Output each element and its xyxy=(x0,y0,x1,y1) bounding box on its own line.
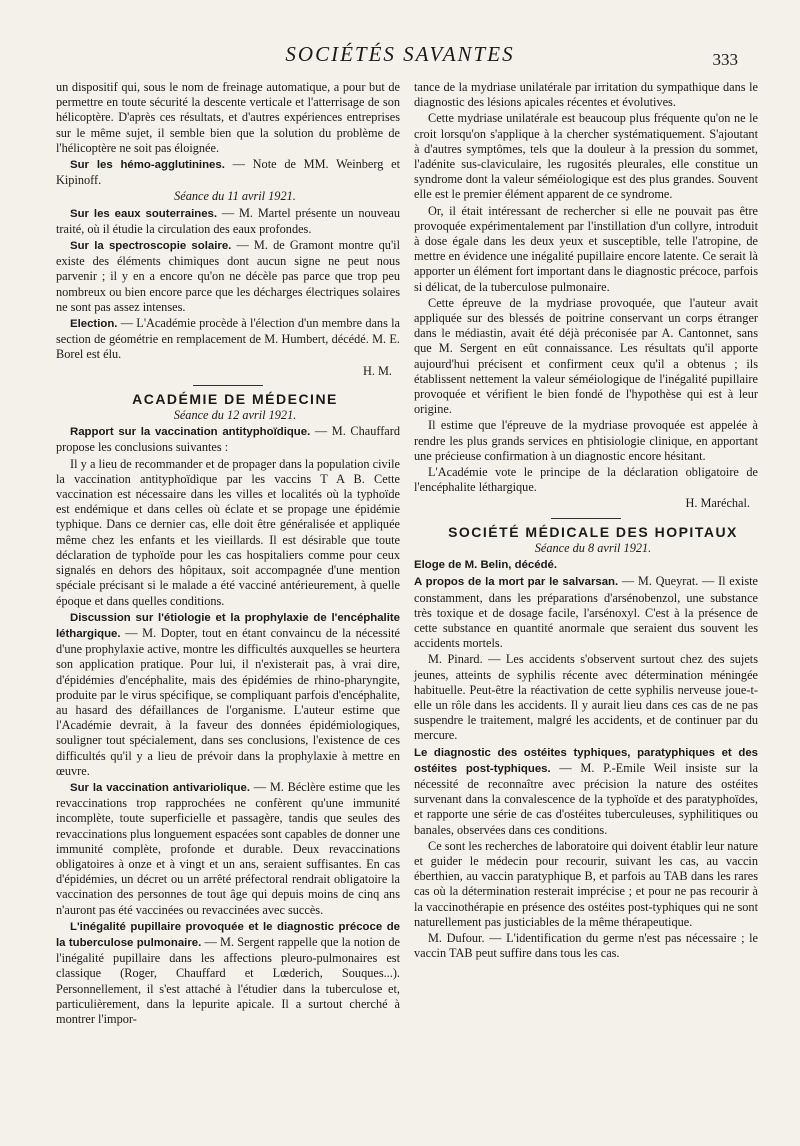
session-date: Séance du 11 avril 1921. xyxy=(174,189,296,204)
paragraph: M. Dufour. — L'identification du germe n'est pas nécessaire ; le vaccin TAB peut suffire dans tous les cas. xyxy=(414,930,758,961)
page-number: 333 xyxy=(712,50,738,69)
paragraph: Rapport sur la vaccination antityphoïdique. — M. Chauffard propose les conclusions suivantes : xyxy=(56,424,401,455)
divider xyxy=(551,518,621,519)
paragraph: tance de la mydriase unilatérale par irritation du sympathique dans le diagnostic des lésions apicales récentes et évolutives. xyxy=(414,80,758,110)
item-heading: Discussion sur l'étiologie et la prophylaxie de l'encéphalite léthargique. xyxy=(56,611,400,640)
item-heading: Eloge de M. Belin, décédé. xyxy=(414,559,558,572)
divider xyxy=(193,385,263,386)
left-column xyxy=(56,80,400,1028)
paragraph xyxy=(414,557,758,573)
section-title: ACADÉMIE DE MÉDECINE xyxy=(132,390,338,407)
item-heading: Le diagnostic des ostéites typhiques, paratyphiques et des ostéites post-typhiques. xyxy=(414,746,758,775)
paragraph: Cette épreuve de la mydriase provoquée, que l'auteur avait appliquée sur des blessés de poitrine conservant un corps étranger dans le médiastin, avait été déjà préconisée par A. Cantonnet, sans que M. Sergent en eût connaissance. Les résultats qu'il apporte aujourd'hui précisent et confirment ceux qu'il a obtenus ; ils établissent nettement la valeur séméiologique de l'inégalité pupillaire provoquée et vérifient le bien fondé de l'hypothèse qui est à leur origine. xyxy=(414,295,758,417)
paragraph: Cette mydriase unilatérale est beaucoup plus fréquente qu'on ne le croit lorsqu'on s'applique à la chercher systématiquement. S'ajoutant à d'autres symptômes, tels que la douleur à la pression du sommet, l'adénite sus-claviculaire, les rugosités pleurales, elle constitue un syndrome dont la valeur séméiologique est des plus grandes. Souvent elle est le premier élément apparent de ce syndrome. xyxy=(414,111,758,202)
session-date: Séance du 8 avril 1921. xyxy=(534,540,652,555)
signature: H. Maréchal. xyxy=(685,496,750,511)
section-title: SOCIÉTÉ MÉDICALE DES HOPITAUX xyxy=(448,523,738,540)
page-header xyxy=(0,42,800,74)
paragraph: Sur les hémo-agglutinines. — Note de MM. Weinberg et Kipinoff. xyxy=(56,157,400,188)
item-heading: L'inégalité pupillaire provoquée et le diagnostic précoce de la tuberculose pulmonaire. xyxy=(56,920,400,949)
paragraph: Election. — L'Académie procède à l'élection d'un membre dans la section de géométrie en remplacement de M. Humbert, décédé. M. E. Borel est élu. xyxy=(56,316,400,362)
paragraph: Sur la spectroscopie solaire. — M. de Gramont montre qu'il existe des éléments chimiques dont aucun signe ne peut nous parvenir ; il y en a encore qu'on ne décèle pas parce que trop peu nombreux ou bien encore parce que les décharges électriques solaires ne sont pas assez intenses. xyxy=(56,238,401,314)
item-heading: Rapport sur la vaccination antityphoïdique. xyxy=(70,426,311,439)
item-heading: Sur les hémo-agglutinines. xyxy=(70,159,225,172)
signature: H. M. xyxy=(362,363,392,378)
paragraph: Il y a lieu de recommander et de propager dans la population civile la vaccination antityphoïdique par les vaccins T A B. Cette vaccination est nécessaire dans les villes et localités où la typhoïde est endémique et dans celles où éclate et se propage une épidémie typhique. Dans ce dernier cas, elle doit être généralisée et appliquée même chez les enfants et les vieillards. Il est désirable que toute déclaration de typhoïde pour les cas hospitaliers comme pour ceux signalés en dehors des hôpitaux, soit accompagnée d'une mention spéciale précisant si le malade a été vacciné antérieurement, à quelle époque et dans quelles conditions. xyxy=(56,456,400,608)
paragraph: Discussion sur l'étiologie et la prophylaxie de l'encéphalite léthargique. — M. Dopter, tout en étant convaincu de la nécessité d'une prophylaxie active, montre les difficultés auxquelles se heurtera son application pratique. Pour lui, il n'existerait pas, à vrai dire, d'épidémies d'encéphalite, mais des épidémies de rhino-pharyngite, produite par le virus spécifique, se compliquant parfois d'encéphalite, au hasard des défaillances de l'organisme. L'auteur estime que l'Académie devrait, à la faveur des données épidémiologiques, souligner tout spécialement, dans ses conclusions, l'existence de ces difficultés qu'il y a lieu de prévoir dans la prophylaxie à mettre en œuvre. xyxy=(56,611,400,778)
paragraph: Sur la vaccination antivariolique. — M. Béclère estime que les revaccinations trop rapprochées ne confèrent qu'une immunité incomplète, toute superficielle et passagère, tandis que seules des revaccinations plus longuement espacées sont capables de donner une immunité complète, profonde et durable. Deux revaccinations obligatoires à onze et à vingt et un ans, seraient suffisantes. En cas d'épidémies, un décret ou un arrêté préfectoral rendrait obligatoire la vaccination des personnes de tout âge qui depuis moins de cinq ans n'auront pas été vaccinées ou revaccinées avec succès. xyxy=(56,779,401,917)
paragraph: L'inégalité pupillaire provoquée et le diagnostic précoce de la tuberculose pulmonaire. — M. Sergent rappelle que la notion de l'inégalité pupillaire dans les affections pleuro-pulmonaires est classique (Roger, Chauffard et Lœderich, Souques...). Personnellement, il s'est attaché à l'étudier dans la tuberculose et, particulièrement, dans la lepurite apicale. Il a surtout cherché à montrer l'impor- xyxy=(56,920,400,1026)
item-heading: Sur la spectroscopie solaire. xyxy=(70,240,232,253)
item-heading: A propos de la mort par le salvarsan. xyxy=(414,576,619,589)
item-heading: Sur les eaux souterraines. xyxy=(70,207,218,220)
paragraph: un dispositif qui, sous le nom de freinage automatique, a pour but de permettre en toute sécurité la descente verticale et l'atterrisage de son hélicoptère. D'après ces résultats, et d'autres expériences entreprises sur le même sujet, il semble bien que la solution du problème de l'hélicoptère ne soit pas éloignée. xyxy=(56,80,400,155)
item-heading: Election. xyxy=(70,318,118,331)
paragraph: L'Académie vote le principe de la déclaration obligatoire de l'encéphalite léthargique. xyxy=(414,465,758,495)
paragraph: A propos de la mort par le salvarsan. — M. Queyrat. — Il existe constamment, dans les préparations d'arsénobenzol, une substance très toxique et de dosage facile, l'arsénoxyl. C'est à la présence de cette substance en quantité anormale que seraient dus souvent les accidents mortels. xyxy=(414,574,758,651)
paragraph: Or, il était intéressant de rechercher si elle ne pouvait pas être provoquée expérimentalement par l'instillation d'un collyre, introduit à dose égale dans les deux yeux et susceptible, telle l'atropine, de mettre en évidence une inégalité pupillaire encore latente. Ce serait là apporter un élément fort important dans le diagnostic précoce, parfois si délicat, de la tuberculose pulmonaire. xyxy=(414,203,758,294)
item-heading: Sur la vaccination antivariolique. xyxy=(70,781,250,794)
right-column xyxy=(414,80,758,962)
session-date: Séance du 12 avril 1921. xyxy=(173,408,297,423)
paragraph: M. Pinard. — Les accidents s'observent surtout chez des sujets jeunes, atteints de syphilis récente avec détermination méningée habituelle. Peut-être la réactivation de cette syphilis nerveuse joue-t-elle un rôle dans les accidents. Il y aurait lieu dans ces cas de ne pas suspendre le traitement, malgré les accidents, et de continuer par du mercure. xyxy=(414,652,758,743)
paragraph: Sur les eaux souterraines. — M. Martel présente un nouveau traité, où il étudie la circulation des eaux profondes. xyxy=(56,205,400,236)
running-title: SOCIÉTÉS SAVANTES xyxy=(285,42,515,66)
paragraph: Il estime que l'épreuve de la mydriase provoquée est appelée à rendre les plus grands services en phtisiologie clinique, en apportant une précieuse confirmation à un diagnostic encore hésitant. xyxy=(414,418,758,463)
paragraph: Le diagnostic des ostéites typhiques, paratyphiques et des ostéites post-typhiques. — M. P.-Emile Weil insiste sur la nécessité de reconnaître avec précision la nature des ostéites survenant dans la convalescence de la typhoïde et des paratyphoïdes, et rapporte une série de cas d'ostéites tuberculeuses, syphilitiques ou banales, observées dans ces conditions. xyxy=(414,746,758,837)
paragraph: Ce sont les recherches de laboratoire qui doivent établir leur nature et guider le médecin pour recourir, suivant les cas, au vaccin éberthien, au vaccin paratyphique B, et parfois au TAB dans les rares cas où la détermination resterait imprécise ; et pour ne pas recourir à la vaccinothérapie en présence des ostéites post-typhiques qui ne sont naturellement pas justiciables de la même thérapeutique. xyxy=(414,838,758,929)
